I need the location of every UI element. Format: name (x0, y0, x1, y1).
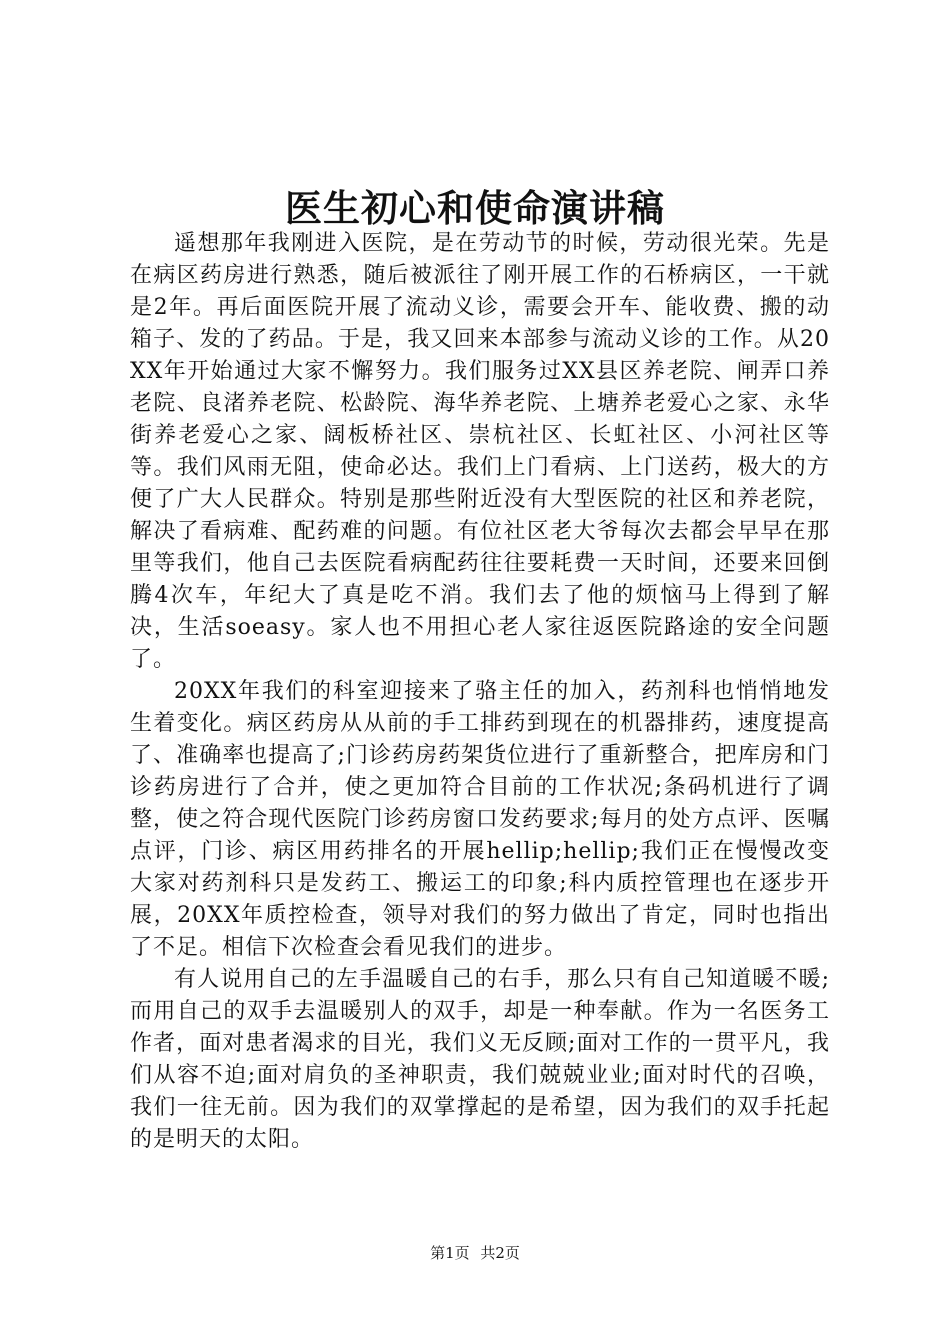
page-number-current: 第1页 (430, 1244, 470, 1262)
paragraph-1: 遥想那年我刚进入医院，是在劳动节的时候，劳动很光荣。先是在病区药房进行熟悉，随后被派往了刚开展工作的石桥病区，一干就是2年。再后面医院开展了流动义诊，需要会开车、能收费、搬的动箱子、发的了药品。于是，我又回来本部参与流动义诊的工作。从20XX年开始通过大家不懈努力。我们服务过XX县区养老院、闸弄口养老院、良渚养老院、松龄院、海华养老院、上塘养老爱心之家、永华街养老爱心之家、阔板桥社区、崇杭社区、长虹社区、小河社区等等。我们风雨无阻，使命必达。我们上门看病、上门送药，极大的方便了广大人民群众。特别是那些附近没有大型医院的社区和养老院，解决了看病难、配药难的问题。有位社区老大爷每次去都会早早在那里等我们，他自己去医院看病配药往往要耗费一天时间，还要来回倒腾4次车，年纪大了真是吃不消。我们去了他的烦恼马上得到了解决，生活soeasy。家人也不用担心老人家往返医院路途的安全问题了。 (130, 231, 830, 672)
paragraph-3: 有人说用自己的左手温暖自己的右手，那么只有自己知道暖不暖;而用自己的双手去温暖别人的双手，却是一种奉献。作为一名医务工作者，面对患者渴求的目光，我们义无反顾;面对工作的一贯平凡，我们从容不迫;面对肩负的圣神职责，我们兢兢业业;面对时代的召唤，我们一往无前。因为我们的双掌撑起的是希望，因为我们的双手托起的是明天的太阳。 (130, 967, 830, 1152)
page-number-total: 共2页 (480, 1244, 520, 1262)
document-body (130, 228, 830, 1156)
paragraph-2: 20XX年我们的科室迎接来了骆主任的加入，药剂科也悄悄地发生着变化。病区药房从从前的手工排药到现在的机器排药，速度提高了、准确率也提高了;门诊药房药架货位进行了重新整合，把库房和门诊药房进行了合并，使之更加符合目前的工作状况;条码机进行了调整，使之符合现代医院门诊药房窗口发药要求;每月的处方点评、医嘱点评，门诊、病区用药排名的开展hellip;hellip;我们正在慢慢改变大家对药剂科只是发药工、搬运工的印象;科内质控管理也在逐步开展，20XX年质控检查，领导对我们的努力做出了肯定，同时也指出了不足。相信下次检查会看见我们的进步。 (130, 679, 830, 960)
document-title: 医生初心和使命演讲稿 (285, 186, 665, 230)
page-footer (0, 1243, 950, 1263)
